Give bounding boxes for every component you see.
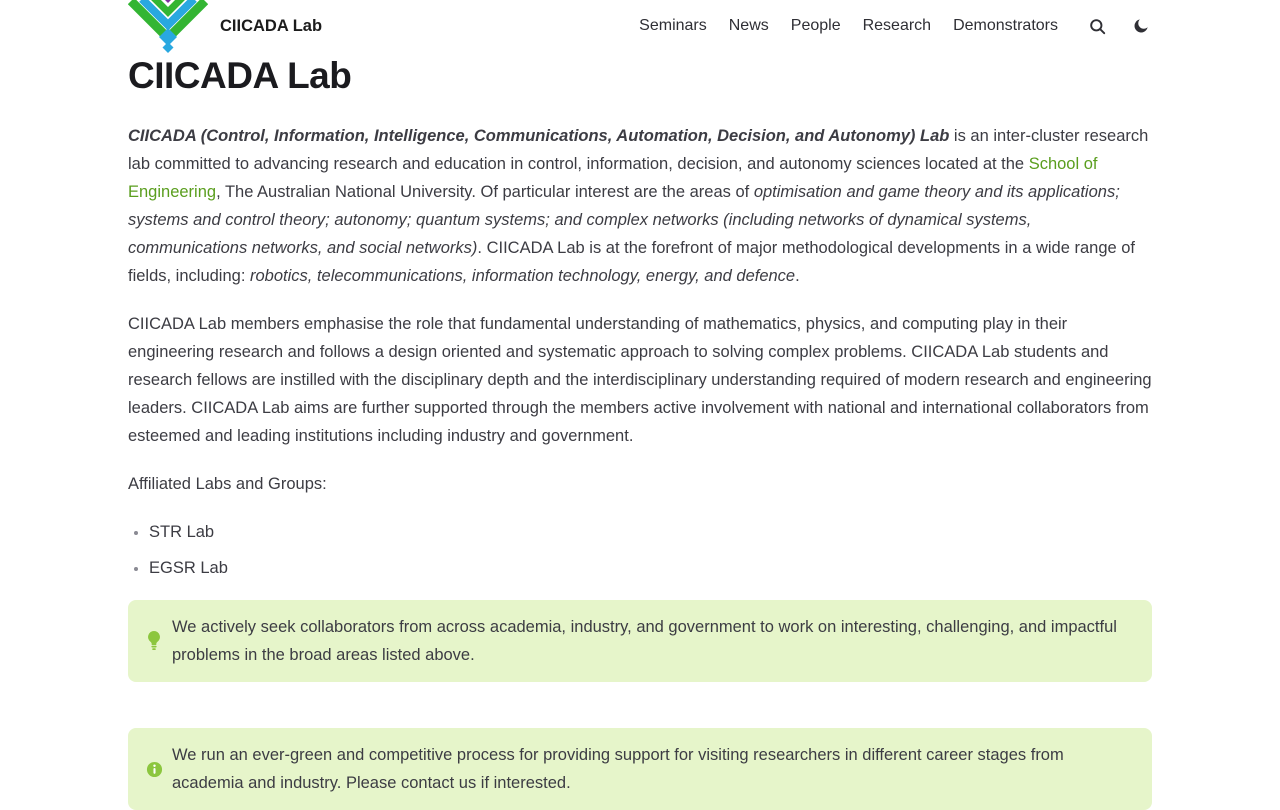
text-segment: is an inter-cluster research lab committed to advancing research and education in control, information, decision, and autonomy sciences located at the	[128, 127, 1149, 173]
site-logo-cicada-icon[interactable]	[128, 0, 208, 54]
affiliated-labs-list	[128, 518, 1152, 582]
info-callout-text: We run an ever-green and competitive process for providing support for visiting researchers in different career stages from academia and industry. Please contact us if interested.	[172, 746, 1064, 792]
tip-callout-collaborators	[128, 600, 1152, 682]
text-segment: , The Australian National University. Of particular interest are the areas of	[216, 183, 754, 201]
nav-item-people[interactable]: People	[790, 17, 841, 34]
list-item-str-lab: • STR Lab	[149, 518, 1152, 546]
list-item-egsr-lab: • EGSR Lab	[149, 554, 1152, 582]
text-segment: .	[795, 267, 800, 285]
members-paragraph: CIICADA Lab members emphasise the role that fundamental understanding of mathematics, physics, and computing play in their engineering research and follows a design oriented and systematic approach to solving complex problems. CIICADA Lab students and research fellows are instilled with the disciplinary depth and the interdisciplinary understanding required of modern research and engineering leaders. CIICADA Lab aims are further supported through the members active involvement with national and international collaborators from esteemed and leading institutions including industry and government.	[128, 315, 1152, 445]
lightbulb-icon	[144, 629, 164, 653]
text-segment: optimisation and game theory and its applications; systems and control theory; autonomy; quantum systems; and complex networks (including networks of dynamical systems, communications networks, and social networks)	[128, 183, 1120, 257]
info-callout-visiting-researchers	[128, 728, 1152, 810]
site-title[interactable]: CIICADA Lab	[220, 16, 323, 35]
text-segment: . CIICADA Lab is at the forefront of major methodological developments in a wide range of fields, including:	[128, 239, 1136, 285]
text-segment: CIICADA (Control, Information, Intelligence, Communications, Automation, Decision, and Autonomy) Lab	[128, 127, 950, 145]
search-icon[interactable]	[1086, 15, 1108, 37]
tip-callout-text: We actively seek collaborators from across academia, industry, and government to work on interesting, challenging, and impactful problems in the broad areas listed above.	[172, 618, 1117, 664]
main-nav	[639, 0, 1152, 52]
page-content	[128, 54, 1152, 810]
nav-item-news[interactable]: News	[728, 17, 769, 34]
nav-item-research[interactable]: Research	[862, 17, 932, 34]
dark-mode-toggle-moon-icon[interactable]	[1130, 15, 1152, 37]
affiliated-heading: Affiliated Labs and Groups:	[128, 475, 327, 493]
school-of-engineering-link[interactable]: School of Engineering	[128, 155, 1098, 201]
info-icon	[144, 757, 164, 781]
page-title: CIICADA Lab	[128, 55, 352, 96]
nav-item-demonstrators[interactable]: Demonstrators	[953, 17, 1058, 34]
navbar	[0, 0, 1280, 52]
nav-item-seminars[interactable]: Seminars	[639, 17, 707, 34]
text-segment: robotics, telecommunications, information technology, energy, and defence	[250, 267, 796, 285]
intro-paragraph	[128, 122, 1152, 290]
